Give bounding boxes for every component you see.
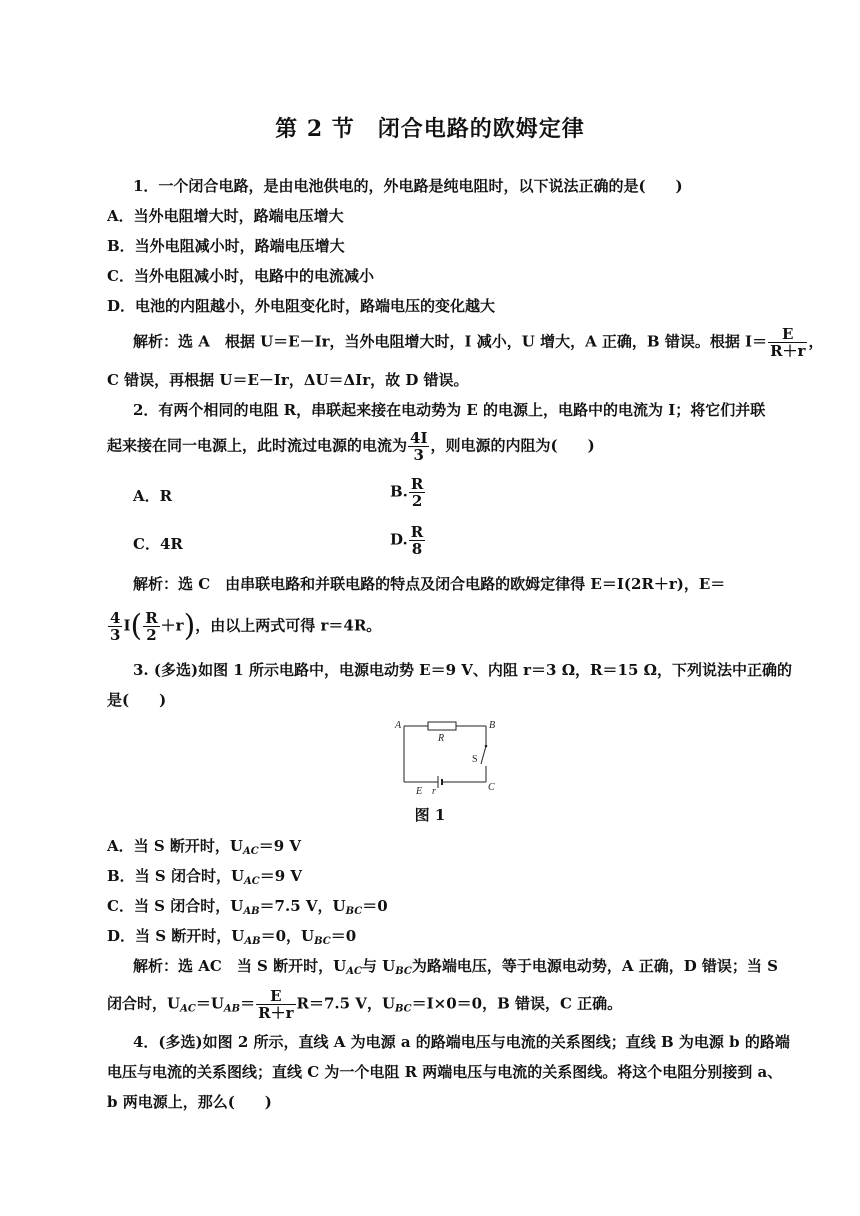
- q1-solution-text: 选 A 根据 U＝E－Ir，当外电阻增大时，I 减小，U 增大，A 正确，B 错误。根据 I＝: [178, 332, 768, 351]
- q1-solution-fraction: [768, 326, 807, 359]
- option-text-end: ＝0: [330, 927, 357, 945]
- q4-stem-line3: b 两电源上，那么( ): [107, 1093, 272, 1111]
- solution-label: 解析：: [133, 575, 179, 593]
- q4-stem-line1: 4．(多选)如图 2 所示，直线 A 为电源 a 的路端电压与电流的关系图线；直线 B 为电源 b 的路端: [133, 1033, 790, 1051]
- resistor-symbol: [428, 722, 456, 730]
- q3-option-a: [107, 836, 301, 856]
- figure-caption: 图 1: [414, 806, 446, 824]
- subscript: AB: [243, 906, 260, 917]
- q2-solution-end: ，由以上两式可得 r＝4R。: [195, 616, 382, 635]
- page-title: 第 2 节 闭合电路的欧姆定律: [275, 116, 585, 142]
- q3-stem-line2: 是( ): [107, 691, 167, 709]
- q2-option-c: C．4R: [133, 535, 183, 553]
- subscript: AC: [180, 1003, 196, 1015]
- option-text-end: ＝9 V: [259, 867, 303, 885]
- q2-stem-fraction: [408, 430, 429, 463]
- subscript: AC: [346, 966, 362, 977]
- option-text: A．当 S 断开时，U: [107, 837, 243, 855]
- solution-text: 闭合时，U: [107, 994, 181, 1013]
- option-text: B．当 S 闭合时，U: [107, 867, 245, 885]
- fraction-numerator: R: [410, 475, 424, 493]
- q4-stem-line2: 电压与电流的关系图线；直线 C 为一个电阻 R 两端电压与电流的关系图线。将这个电阻分别接到 a、: [107, 1063, 783, 1081]
- option-text-mid: ＝0，U: [260, 927, 315, 945]
- solution-text: 与 U: [361, 957, 396, 975]
- node-label-a: A: [395, 720, 402, 731]
- fraction-numerator: E: [256, 988, 295, 1005]
- switch-label: S: [472, 754, 478, 765]
- option-label: B.: [390, 482, 408, 501]
- solution-text: ＝I×0＝0，B 错误，C 正确。: [411, 994, 623, 1013]
- fraction-denominator: 3: [110, 626, 121, 644]
- q2-stem-line1: 2．有两个相同的电阻 R，串联起来接在电动势为 E 的电源上，电路中的电流为 I；将它们并联: [133, 401, 766, 419]
- fraction-denominator: R＋r: [770, 342, 806, 360]
- fraction-denominator: 2: [146, 626, 157, 644]
- solution-text: 选 AC 当 S 断开时，U: [178, 957, 347, 975]
- solution-label: 解析：: [133, 957, 179, 975]
- switch-pivot: [485, 745, 488, 748]
- option-text-end: ＝0: [362, 897, 388, 915]
- internal-resistance-label: r: [432, 786, 436, 797]
- q3-solution-line1: [133, 956, 778, 976]
- q2-option-d-fraction: [409, 524, 425, 557]
- fraction-numerator: 4: [110, 609, 121, 627]
- q1-solution-line2: C 错误，再根据 U＝E－Ir，ΔU＝ΔIr，故 D 错误。: [107, 371, 469, 389]
- solution-label: 解析：: [133, 332, 179, 351]
- option-text-end: ＝9 V: [258, 837, 302, 855]
- q3-option-d: [107, 926, 356, 946]
- q2-solution-line2: [107, 610, 381, 643]
- q1-solution-line1: [133, 326, 823, 359]
- q3-option-b: [107, 866, 302, 886]
- subscript: BC: [314, 936, 331, 947]
- subscript: AB: [244, 936, 261, 947]
- q1-option-c: C．当外电阻减小时，电路中的电流减小: [107, 267, 374, 285]
- option-text: D．当 S 断开时，U: [107, 927, 245, 945]
- fraction-denominator: R＋r: [258, 1004, 294, 1022]
- q2-solution-fraction: [108, 610, 122, 643]
- q3-solution-fraction: [256, 988, 295, 1021]
- subscript: AC: [243, 846, 259, 857]
- q2-stem-line2: [107, 430, 595, 463]
- fraction-numerator: R: [410, 523, 424, 541]
- left-paren: (: [130, 608, 143, 644]
- solution-text: R＝7.5 V，U: [296, 994, 396, 1013]
- q2-option-d: [390, 524, 426, 557]
- resistor-label: R: [438, 733, 445, 744]
- fraction-denominator: 2: [411, 492, 423, 510]
- circuit-diagram: [392, 716, 502, 800]
- emf-label: E: [416, 786, 423, 797]
- option-text: C．当 S 闭合时，U: [107, 897, 244, 915]
- solution-text: ＝: [240, 994, 256, 1013]
- q3-solution-line2: [107, 988, 622, 1021]
- fraction-denominator: 8: [411, 540, 423, 558]
- switch-blade: [481, 746, 486, 764]
- subscript: AB: [223, 1003, 241, 1015]
- subscript: AC: [244, 876, 260, 887]
- q2-option-b-fraction: [409, 476, 425, 509]
- q2-solution-text: 选 C 由串联电路和并联电路的特点及闭合电路的欧姆定律得 E＝I(2R＋r)，E＝: [178, 575, 726, 593]
- q2-inner-text: ＋r: [160, 616, 184, 635]
- subscript: BC: [395, 966, 412, 977]
- current-symbol: I: [123, 616, 131, 635]
- node-label-b: B: [489, 720, 496, 731]
- q2-option-b: [390, 476, 426, 509]
- q2-inner-fraction: [143, 610, 159, 643]
- fraction-denominator: 3: [413, 446, 424, 464]
- fraction-numerator: E: [768, 326, 807, 343]
- subscript: BC: [395, 1003, 412, 1015]
- q2-stem-text-end: ，则电源的内阻为( ): [430, 436, 595, 455]
- q1-solution-end: ，: [808, 332, 824, 351]
- right-paren: ): [183, 608, 196, 644]
- q1-option-a: A．当外电阻增大时，路端电压增大: [107, 207, 344, 225]
- option-text-mid: ＝7.5 V，U: [259, 897, 346, 915]
- subscript: BC: [345, 906, 363, 917]
- fraction-numerator: 4I: [410, 429, 428, 447]
- q3-stem-line1: 3. (多选)如图 1 所示电路中，电源电动势 E＝9 V、内阻 r＝3 Ω，R＝15 Ω，下列说法中正确的: [133, 661, 792, 679]
- q1-option-b: B．当外电阻减小时，路端电压增大: [107, 237, 345, 255]
- q1-stem: 1．一个闭合电路，是由电池供电的，外电路是纯电阻时，以下说法正确的是( ): [133, 177, 683, 195]
- option-label: D.: [390, 530, 408, 549]
- node-label-c: C: [488, 782, 495, 793]
- solution-text: ＝U: [195, 994, 224, 1013]
- q2-option-a: A．R: [133, 487, 173, 505]
- solution-text: 为路端电压，等于电源电动势，A 正确，D 错误；当 S: [411, 957, 778, 975]
- q2-stem-text: 起来接在同一电源上，此时流过电源的电流为: [107, 436, 408, 455]
- q1-option-d: D．电池的内阻越小，外电阻变化时，路端电压的变化越大: [107, 297, 496, 315]
- fraction-numerator: R: [145, 609, 158, 627]
- q3-option-c: [107, 896, 388, 916]
- q2-solution-line1: [133, 574, 725, 594]
